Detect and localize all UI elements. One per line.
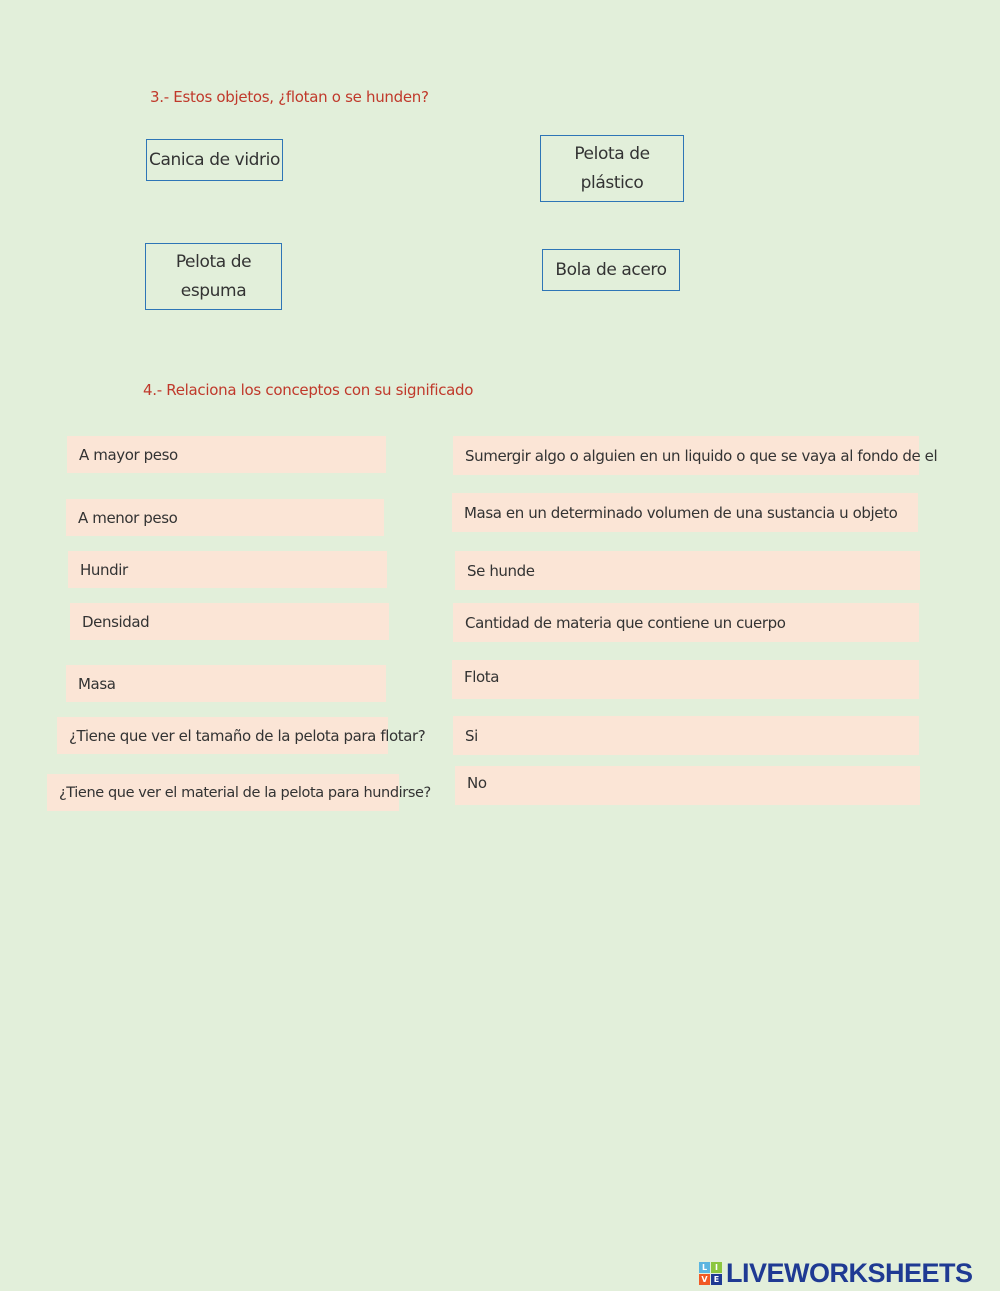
object-box-foam-ball[interactable] bbox=[145, 243, 282, 310]
object-box-plastic-ball[interactable] bbox=[540, 135, 684, 202]
meaning-slot[interactable]: No bbox=[455, 766, 920, 805]
logo-letter: L bbox=[699, 1262, 710, 1273]
meaning-slot[interactable]: Si bbox=[453, 716, 919, 755]
meaning-slot[interactable]: Masa en un determinado volumen de una sustancia u objeto bbox=[452, 493, 918, 532]
object-box-glass-marble[interactable] bbox=[146, 139, 283, 181]
liveworksheets-logo bbox=[699, 1258, 973, 1289]
meaning-slot[interactable]: Se hunde bbox=[455, 551, 920, 590]
object-label: Bola de acero bbox=[555, 259, 667, 280]
logo-text: LIVEWORKSHEETS bbox=[726, 1258, 973, 1288]
concept-item[interactable]: ¿Tiene que ver el tamaño de la pelota para flotar? bbox=[57, 717, 388, 754]
section3-heading: 3.- Estos objetos, ¿flotan o se hunden? bbox=[150, 88, 429, 106]
logo-letter: V bbox=[699, 1274, 710, 1285]
object-label: Pelota de bbox=[175, 251, 252, 272]
concept-item[interactable]: A mayor peso bbox=[67, 436, 386, 473]
concept-item[interactable]: Masa bbox=[66, 665, 386, 702]
logo-icon bbox=[699, 1262, 722, 1285]
meaning-slot[interactable]: Cantidad de materia que contiene un cuerpo bbox=[453, 603, 919, 642]
object-label: espuma bbox=[180, 280, 247, 301]
meaning-slot[interactable]: Sumergir algo o alguien en un liquido o que se vaya al fondo de el bbox=[453, 436, 919, 475]
section4-heading: 4.- Relaciona los conceptos con su significado bbox=[143, 381, 474, 399]
object-label: plástico bbox=[580, 172, 644, 193]
object-box-steel-ball[interactable] bbox=[542, 249, 680, 291]
concept-item[interactable]: A menor peso bbox=[66, 499, 384, 536]
logo-letter: E bbox=[711, 1274, 722, 1285]
object-label: Pelota de bbox=[574, 143, 650, 164]
object-label: Canica de vidrio bbox=[149, 149, 280, 170]
logo-letter: I bbox=[711, 1262, 722, 1273]
concept-item[interactable]: Densidad bbox=[70, 603, 389, 640]
concept-item[interactable]: ¿Tiene que ver el material de la pelota para hundirse? bbox=[47, 774, 399, 811]
meaning-slot[interactable]: Flota bbox=[452, 660, 919, 699]
concept-item[interactable]: Hundir bbox=[68, 551, 387, 588]
